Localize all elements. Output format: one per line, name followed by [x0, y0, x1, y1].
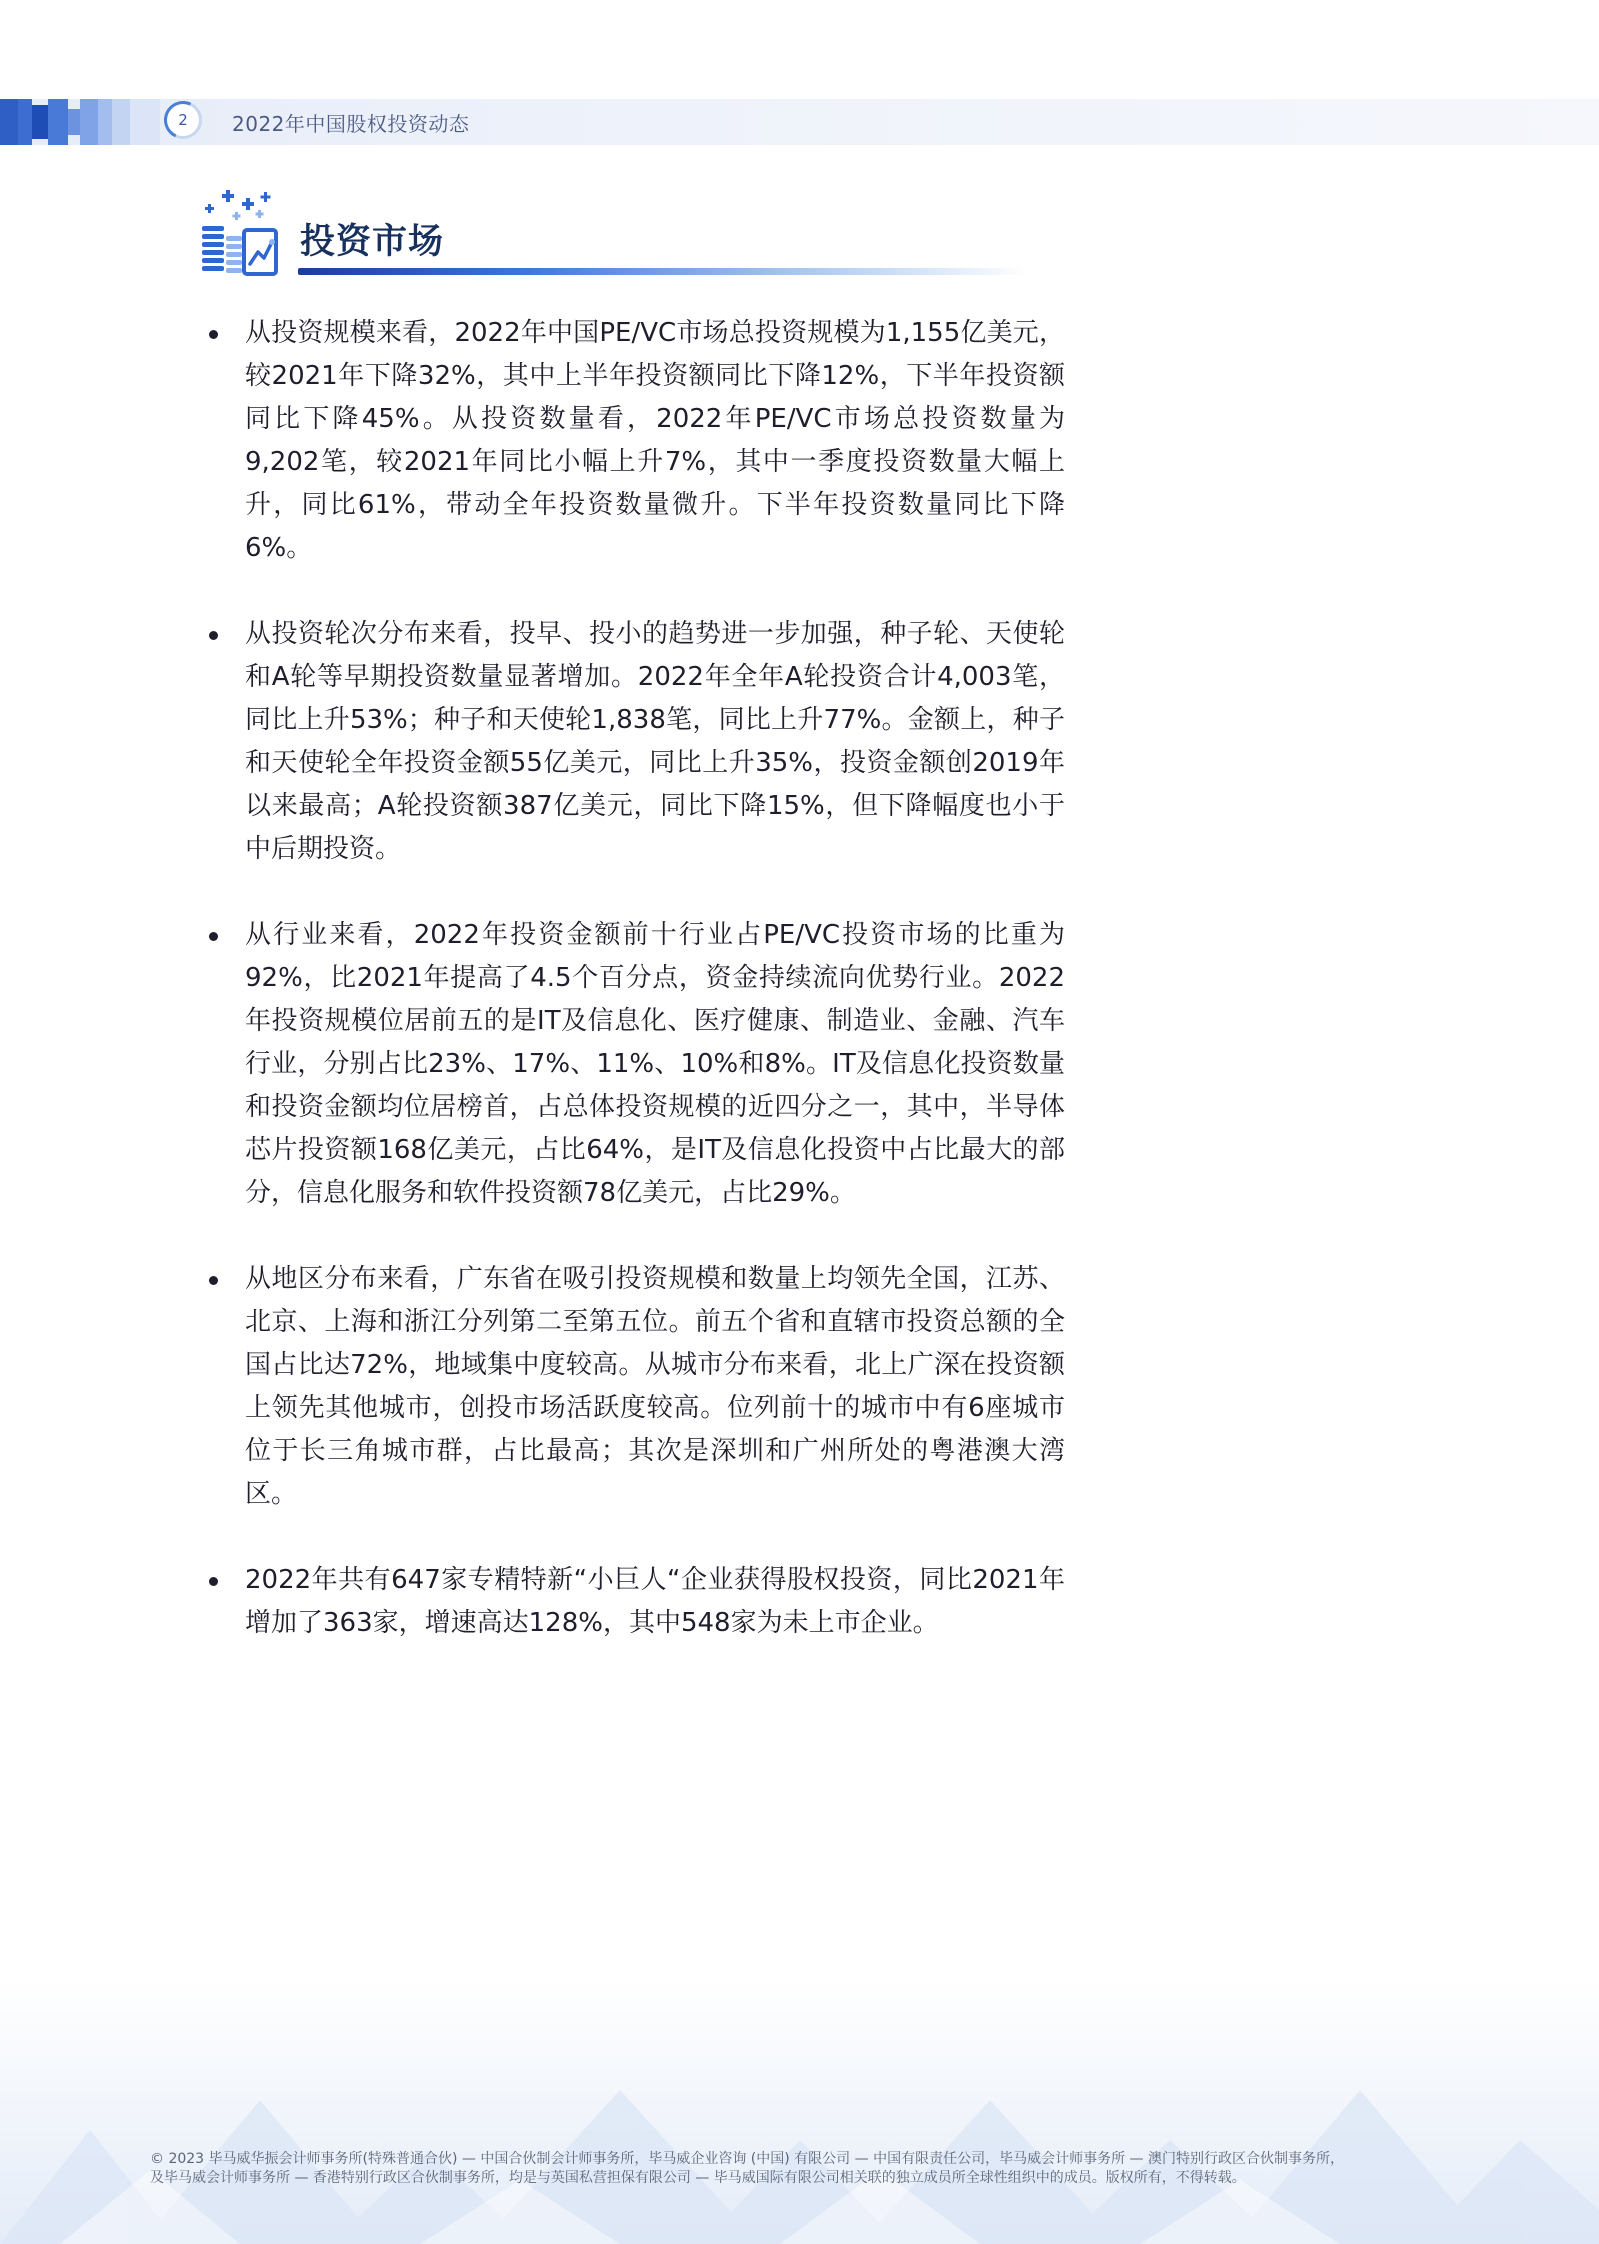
header-title: 2022年中国股权投资动态 — [232, 112, 470, 136]
bullet-list — [205, 312, 1065, 1688]
footer-line-1: © 2023 毕马威华振会计师事务所(特殊普通合伙) — 中国合伙制会计师事务所，毕马威企业咨询 (中国) 有限公司 — 中国有限责任公司，毕马威会计师事务所 — 澳门特别行政区合伙制事务所， — [150, 2151, 1344, 2167]
bullet-item-scale: 从投资规模来看，2022年中国PE/VC市场总投资规模为1,155亿美元，较2021年下降32%，其中上半年投资额同比下降12%，下半年投资额同比下降45%。从投资数量看，2022年PE/VC市场总投资数量为9,202笔，较2021年同比小幅上升7%，其中一季度投资数量大幅上升，同比61%，带动全年投资数量微升。下半年投资数量同比下降6%。 — [205, 312, 1065, 570]
section-title: 投资市场 — [300, 222, 445, 262]
page-number-badge: 2 — [164, 101, 202, 139]
section-title-underline — [298, 268, 1028, 275]
background-hexagon-decoration — [0, 1980, 1599, 2244]
footer-line-2: 及毕马威会计师事务所 — 香港特别行政区合伙制事务所，均是与英国私营担保有限公司 — 毕马威国际有限公司相关联的独立成员所全球性组织中的成员。版权所有，不得转载。 — [150, 2170, 1246, 2186]
footer-copyright — [150, 2150, 1470, 2188]
bullet-item-region: 从地区分布来看，广东省在吸引投资规模和数量上均领先全国，江苏、北京、上海和浙江分列第二至第五位。前五个省和直辖市投资总额的全国占比达72%，地域集中度较高。从城市分布来看，北上广深在投资额上领先其他城市，创投市场活跃度较高。位列前十的城市中有6座城市位于长三角城市群，占比最高；其次是深圳和广州所处的粤港澳大湾区。 — [205, 1258, 1065, 1516]
bullet-item-little-giants: 2022年共有647家专精特新“小巨人“企业获得股权投资，同比2021年增加了363家，增速高达128%，其中548家为未上市企业。 — [205, 1559, 1065, 1645]
bullet-item-industry: 从行业来看，2022年投资金额前十行业占PE/VC投资市场的比重为92%，比2021年提高了4.5个百分点，资金持续流向优势行业。2022年投资规模位居前五的是IT及信息化、医疗健康、制造业、金融、汽车行业，分别占比23%、17%、11%、10%和8%。IT及信息化投资数量和投资金额均位居榜首，占总体投资规模的近四分之一，其中，半导体芯片投资额168亿美元，占比64%，是IT及信息化投资中占比最大的部分，信息化服务和软件投资额78亿美元，占比29%。 — [205, 914, 1065, 1215]
bullet-item-rounds: 从投资轮次分布来看，投早、投小的趋势进一步加强，种子轮、天使轮和A轮等早期投资数量显著增加。2022年全年A轮投资合计4,003笔，同比上升53%；种子和天使轮1,838笔，同比上升77%。金额上，种子和天使轮全年投资金额55亿美元，同比上升35%，投资金额创2019年以来最高；A轮投资额387亿美元，同比下降15%，但下降幅度也小于中后期投资。 — [205, 613, 1065, 871]
header-mosaic-decoration — [0, 99, 160, 145]
investment-market-icon — [200, 190, 280, 280]
